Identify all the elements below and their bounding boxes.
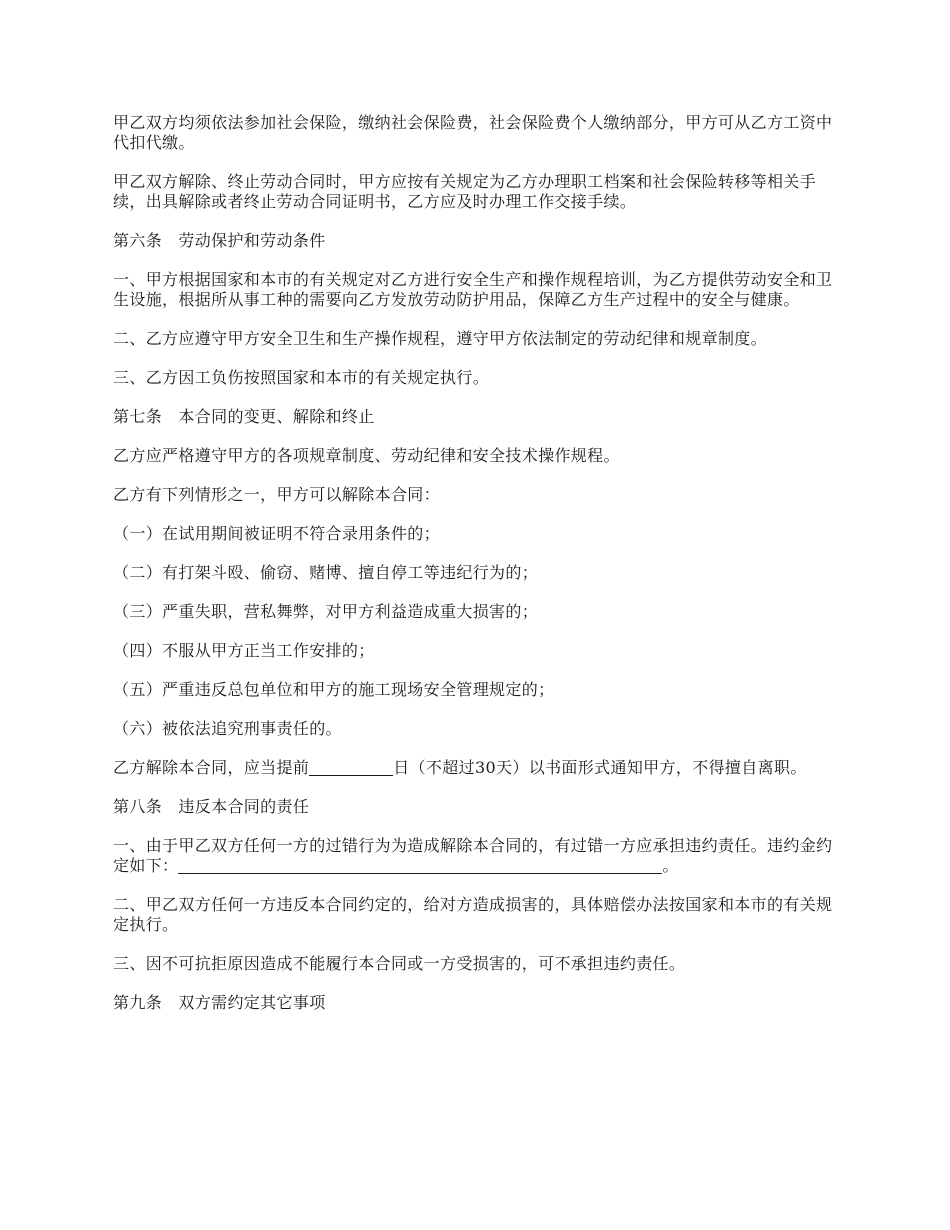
article-6-title: 第六条 劳动保护和劳动条件	[113, 231, 326, 250]
penalty-blank[interactable]	[178, 857, 662, 874]
notice-text-before: 乙方解除本合同，应当提前	[113, 758, 310, 777]
article-8-clause-1	[113, 836, 843, 876]
social-insurance-paragraph: 甲乙双方均须依法参加社会保险，缴纳社会保险费，社会保险费个人缴纳部分，甲方可从乙方工资中代扣代缴。	[113, 113, 833, 152]
article-8-clause-2: 二、甲乙双方任何一方违反本合同约定的，给对方造成损害的，具体赔偿办法按国家和本市的有关规定执行。	[113, 895, 833, 934]
article-7-intro-1: 乙方应严格遵守甲方的各项规章制度、劳动纪律和安全技术操作规程。	[113, 446, 620, 465]
article-8-clause-3: 三、因不可抗拒原因造成不能履行本合同或一方受损害的，可不承担违约责任。	[113, 954, 686, 973]
article-7-item-3: （三）严重失职，营私舞弊，对甲方利益造成重大损害的；	[113, 602, 539, 621]
article-6-clause-3: 三、乙方因工负伤按照国家和本市的有关规定执行。	[113, 368, 490, 387]
article-7-intro-2: 乙方有下列情形之一，甲方可以解除本合同：	[113, 485, 441, 504]
article-8-title: 第八条 违反本合同的责任	[113, 797, 310, 816]
penalty-end: 。	[662, 856, 679, 875]
notice-days-blank[interactable]	[309, 759, 393, 776]
document-body	[113, 113, 843, 1032]
article-7-item-2: （二）有打架斗殴、偷窃、赌博、擅自停工等违纪行为的；	[113, 563, 539, 582]
termination-procedures-paragraph: 甲乙双方解除、终止劳动合同时，甲方应按有关规定为乙方办理职工档案和社会保险转移等相关手续，出具解除或者终止劳动合同证明书，乙方应及时办理工作交接手续。	[113, 172, 817, 211]
article-7-item-1: （一）在试用期间被证明不符合录用条件的；	[113, 524, 441, 543]
article-6-clause-1: 一、甲方根据国家和本市的有关规定对乙方进行安全生产和操作规程培训，为乙方提供劳动安全和卫生设施，根据所从事工种的需要向乙方发放劳动防护用品，保障乙方生产过程中的安全与健康。	[113, 270, 833, 309]
article-7-notice-paragraph	[113, 758, 843, 778]
article-7-item-6: （六）被依法追究刑事责任的。	[113, 719, 342, 738]
article-9-title: 第九条 双方需约定其它事项	[113, 993, 326, 1012]
article-7-title: 第七条 本合同的变更、解除和终止	[113, 407, 375, 426]
penalty-text: 一、由于甲乙双方任何一方的过错行为为造成解除本合同的，有过错一方应承担违约责任。违约金约定如下：	[113, 836, 833, 875]
article-7-item-4: （四）不服从甲方正当工作安排的；	[113, 641, 375, 660]
article-6-clause-2: 二、乙方应遵守甲方安全卫生和生产操作规程，遵守甲方依法制定的劳动纪律和规章制度。	[113, 329, 768, 348]
notice-text-after: 日（不超过30天）以书面形式通知甲方，不得擅自离职。	[393, 758, 807, 777]
article-7-item-5: （五）严重违反总包单位和甲方的施工现场安全管理规定的；	[113, 680, 555, 699]
